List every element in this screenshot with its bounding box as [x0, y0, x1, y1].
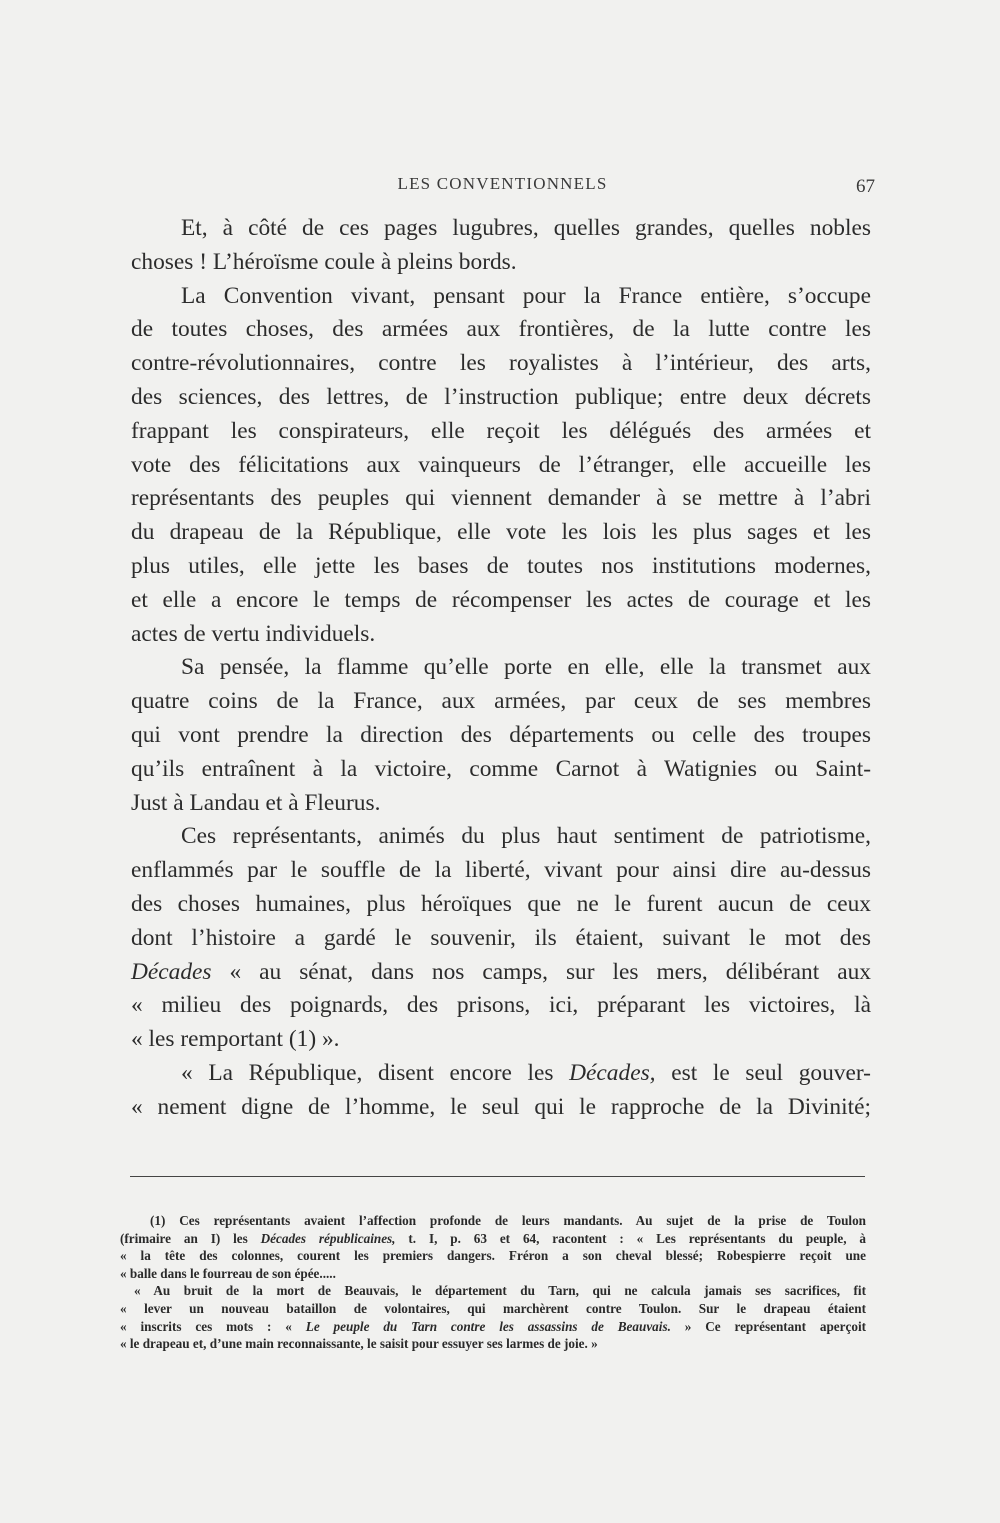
text-fragment: est le seul gouver- — [671, 1059, 871, 1086]
footnote-line — [120, 1318, 866, 1336]
text-line: et elle a encore le temps de récompenser les actes de courage et les — [131, 586, 871, 613]
text-line: frappant les conspirateurs, elle reçoit les délégués des armées et — [131, 417, 871, 444]
footnote-line: (1) Ces représentants avaient l’affection profonde de leurs mandants. Au sujet de la prise de Toulon — [150, 1213, 866, 1228]
italic-title: Décades — [131, 958, 212, 985]
paragraph-1 — [131, 212, 871, 280]
footnote-line — [120, 1230, 866, 1248]
text-line: dont l’histoire a gardé le souvenir, ils étaient, suivant le mot des — [131, 924, 871, 951]
text-line: La Convention vivant, pensant pour la France entière, s’occupe — [181, 282, 871, 309]
text-line — [131, 956, 871, 990]
text-line: du drapeau de la République, elle vote les lois les plus sages et les — [131, 519, 871, 546]
text-line: représentants des peuples qui viennent demander à se mettre à l’abri — [131, 485, 871, 512]
text-line: « nement digne de l’homme, le seul qui le rapproche de la Divinité; — [131, 1093, 871, 1120]
text-line: « les remportant (1) ». — [131, 1026, 340, 1053]
footnote-line: « Au bruit de la mort de Beauvais, le département du Tarn, qui ne calcula jamais ses sacrifices, fit — [134, 1283, 866, 1299]
text-line — [131, 1057, 871, 1091]
text-line: actes de vertu individuels. — [131, 620, 376, 647]
footnote-separator — [130, 1176, 865, 1177]
text-line: Ces représentants, animés du plus haut sentiment de patriotisme, — [181, 823, 871, 850]
italic-title: Décades républicaines, — [260, 1230, 396, 1246]
text-line: enflammés par le souffle de la liberté, vivant pour ainsi dire au-dessus — [131, 857, 871, 884]
text-fragment: « La République, disent encore les — [181, 1059, 554, 1086]
text-line: choses ! L’héroïsme coule à pleins bords. — [131, 248, 517, 275]
paragraph-3 — [131, 651, 871, 820]
running-title: LES CONVENTIONNELS — [397, 174, 608, 193]
text-line: des sciences, des lettres, de l’instruction publique; entre deux décrets — [131, 383, 871, 410]
text-line: Et, à côté de ces pages lugubres, quelles grandes, quelles nobles — [181, 215, 871, 241]
text-line: contre-révolutionnaires, contre les royalistes à l’intérieur, des arts, — [131, 350, 871, 377]
footnote-line: « balle dans le fourreau de son épée..... — [120, 1265, 336, 1281]
footnotes — [120, 1212, 866, 1353]
paragraph-5 — [131, 1057, 871, 1125]
text-line: quatre coins de la France, aux armées, par ceux de ses membres — [131, 688, 871, 715]
text-fragment: » Ce représentant aperçoit — [684, 1318, 867, 1334]
text-line: qu’ils entraînent à la victoire, comme Carnot à Watignies ou Saint- — [131, 755, 871, 782]
footnote-line: « lever un nouveau bataillon de volontaires, qui marchèrent contre Toulon. Sur le drapeau étaient — [120, 1300, 866, 1316]
text-line: qui vont prendre la direction des départements ou celle des troupes — [131, 721, 871, 748]
paragraph-2 — [131, 280, 871, 652]
text-line: plus utiles, elle jette les bases de toutes nos institutions modernes, — [131, 552, 871, 579]
text-fragment: (frimaire an I) les — [120, 1230, 248, 1246]
text-line: vote des félicitations aux vainqueurs de l’étranger, elle accueille les — [131, 451, 871, 478]
paragraph-4 — [131, 820, 871, 1057]
footnote-line: « la tête des colonnes, courent les premiers dangers. Fréron a son cheval blessé; Robespierre reçoit une — [120, 1248, 866, 1264]
footnote-line: « le drapeau et, d’une main reconnaissante, le saisit pour essuyer ses larmes de joie. » — [120, 1336, 598, 1352]
body-text — [131, 212, 871, 1125]
text-line: des choses humaines, plus héroïques que ne le furent aucun de ceux — [131, 890, 871, 917]
italic-title: Le peuple du Tarn contre les assassins de Beauvais. — [305, 1318, 671, 1334]
text-line: Just à Landau et à Fleurus. — [131, 789, 381, 816]
page-number: 67 — [856, 176, 875, 197]
text-line: « milieu des poignards, des prisons, ici, préparant les victoires, là — [131, 992, 871, 1019]
text-line: Sa pensée, la flamme qu’elle porte en elle, elle la transmet aux — [181, 654, 871, 681]
text-fragment: t. I, p. 63 et 64, racontent : « Les représentants du peuple, à — [408, 1230, 867, 1246]
text-line: de toutes choses, des armées aux frontières, de la lutte contre les — [131, 316, 871, 343]
italic-title: Décades, — [569, 1059, 656, 1086]
running-head — [130, 174, 875, 200]
text-fragment: « inscrits ces mots : « — [120, 1318, 292, 1334]
text-fragment: « au sénat, dans nos camps, sur les mers, délibérant aux — [229, 958, 871, 985]
